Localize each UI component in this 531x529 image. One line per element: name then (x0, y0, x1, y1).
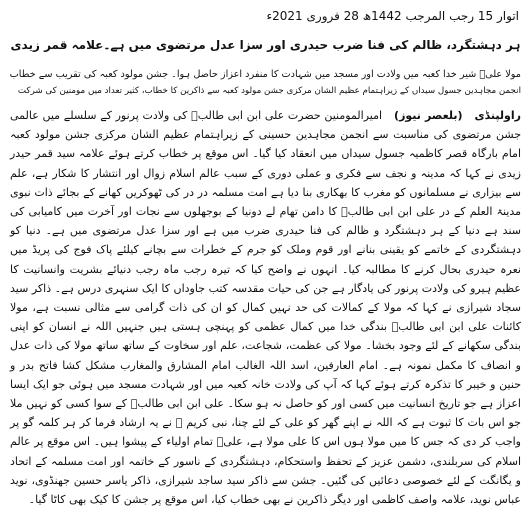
summary-line: مولا علیؑ شیر خدا کعبہ میں ولادت اور مسجد میں شہادت کا منفرد اعزاز حاصل ہوا۔ جشن مولود کعبہ کی تقریب سے خطاب (10, 69, 521, 80)
article-text: امیرالمومنین حضرت علی ابن ابی طالبؑ کی ولادت پرنور کے سلسلے میں عالمی جشن مرتضوی کی مناسبت سے انجمن مجاہدین حسینی کے زیراہتمام عظیم الشان مرکزی جشن مولود کعبہ امام بارگاہ قصر کاظمیہ جسول سیداں میں انعقاد کیا گیا۔ اس موقع پر خطاب کرتے ہوئے علامہ سید قمر حیدر زیدی نے کہا کہ مدینہ و نجف سے فکری و عملی دوری کے سبب عالم اسلام زوال اور انتشار کا شکار ہے، علم سے بیزاری نے مسلمانوں کو مغرب کا بھکاری بنا دیا ہے امت مسلمہ در در کی ٹھوکریں کھانے کے بجائے ذات نبوی مدینۃ العلم کے در علی ابن ابی طالبؑ کا دامن تھام لے دونیا کے بوجھلوں سے نجات اور آخرت میں کامیابی کی سند ہے دنیا کے ہر دہشتگرد و ظالم کی فنا حیدری ضرب میں ہے اور سزا عدل مرتضوی میں ہے۔ دنیا کو دہشتگردی کے خاتمے کو یقینی بنانے اور قوم وملک کو جرم کے خطرات سے بچانے کیلئے پاک فوج کی پریڈ میں نعرہ حیدری بحال کرنے کا مطالبہ کیا۔ انہوں نے واضح کیا کہ تیرہ رجب ماہ رجب دنیائے بشریت وانسانیت کا عظیم ہیرو کی ولادت پرنور کی یادگار ہے جن کی حیات مقدسہ کتب جاوداں کا ایک سنہری درس ہے۔ ذاکر سید سجاد شیرازی نے کہا کہ مولا کے کمالات کی حد نہیں کمال کو ان کی ذات گرامی سے مثالی نسبت ہے، مولا کائنات علی ابن ابی طالبؑ بندگی خدا میں کمال عظمی کو پہنچی ہستی ہیں جنہیں اللہ نے انسان کو اپنی بندگی سکھانے کے لئے وجود بخشا۔ مولا کی عظمت، شجاعت، علم اور سخاوت کے ساتھ ساتھ مولا کی ذات عدل و انصاف کا مکمل نمونہ ہے۔ امام العارفین، اسد اللہ الغالب امام المشارق والمغارب مشکل کشا فاتح بدر و حنین و خیبر کا تذکرہ کرتے ہوئے کہا کہ آپ کی ولادت خانہ کعبہ میں اور شہادت مسجد میں ہوئی جو ایک ایسا اعزاز ہے جو تاریخ انسانیت میں کسی اور کو حاصل نہ ہو سکا۔ علی ابن ابی طالبؑ کے سوا کسی کو نہیں ملا جو اس بات کا ثبوت ہے کہ اللہ نے اپنے گھر کو علی کے لئے چنا، نبی کریم ؐ نے یہ ارشاد فرما کر ہر کلمہ گو پر واجب کر دی کہ جس کا میں مولا ہوں اس کا علی مولا ہے، علیؑ تمام اولیاء کے پیشوا ہیں۔ اس موقع پر عالم اسلام کی سربلندی، دشمن عزیز کے تحفظ واستحکام، دہشتگردی کے ناسور کے خاتمہ اور امت مسلمہ کے اتحاد و یگانگت کے لئے خصوصی دعائیں کی گئیں۔ جشن سے ذاکر سید ساجد شیرازی، ذاکر یاسر حسین جھنڈوی، نوید عباس نوید، علامہ واصف کاظمی اور دیگر ذاکرین نے بھی خطاب کیا، اس موقع پر جشن کا کیک بھی کاٹا گیا۔ (10, 109, 521, 507)
dateline-agency: (بلعصر نیوز) (394, 109, 463, 122)
summary-line: انجمن مجاہدین جسول سیداں کے زیراہتمام عظیم الشان مرکزی جشن مولود کعبہ سے ذاکرین کا خطاب، کثیر تعداد میں مومنین کی شرکت (17, 86, 521, 96)
dateline-place: راولپنڈی (474, 109, 521, 122)
publication-date: اتوار 15 رجب المرجب 1442ھ 28 فروری 2021ء (266, 9, 519, 23)
article-body (10, 106, 521, 509)
headline: ہر دہشتگرد، ظالم کی فنا ضرب حیدری اور سزا عدل مرتضوی میں ہے۔علامہ قمر زیدی (10, 38, 521, 52)
summary-block (10, 66, 521, 100)
